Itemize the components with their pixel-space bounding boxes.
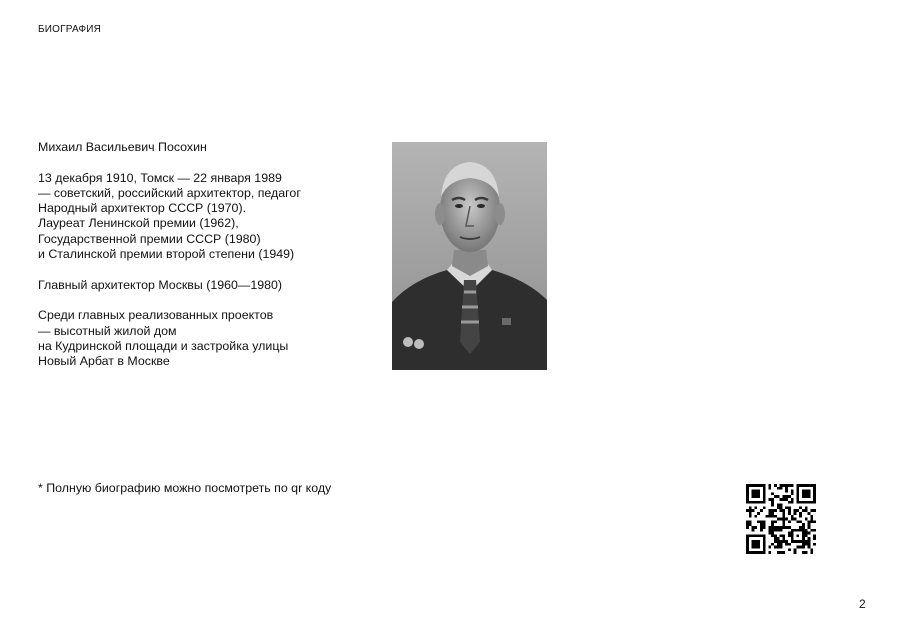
footnote: * Полную биографию можно посмотреть по qr коду <box>38 481 332 495</box>
qr-code-icon[interactable] <box>746 484 816 554</box>
qr-code-graphic <box>746 484 816 554</box>
chief-architect-line: Главный архитектор Москвы (1960—1980) <box>38 277 283 292</box>
section-label: БИОГРАФИЯ <box>38 24 102 35</box>
page-number: 2 <box>859 597 866 611</box>
life-summary: 13 декабря 1910, Томск — 22 января 1989 — советский, российский архитектор, педагог Народный архитектор СССР (1970). Лауреат Ленинской премии (1962), Государственной премии СССР (1980) и Сталинской премии второй степени (1949) <box>38 170 301 262</box>
portrait-illustration <box>392 142 547 370</box>
portrait-photo <box>392 142 547 370</box>
main-projects: Среди главных реализованных проектов — высотный жилой дом на Кудринской площади и застройка улицы Новый Арбат в Москве <box>38 308 289 369</box>
person-name: Михаил Васильевич Посохин <box>38 140 207 154</box>
biography-text <box>38 140 368 369</box>
